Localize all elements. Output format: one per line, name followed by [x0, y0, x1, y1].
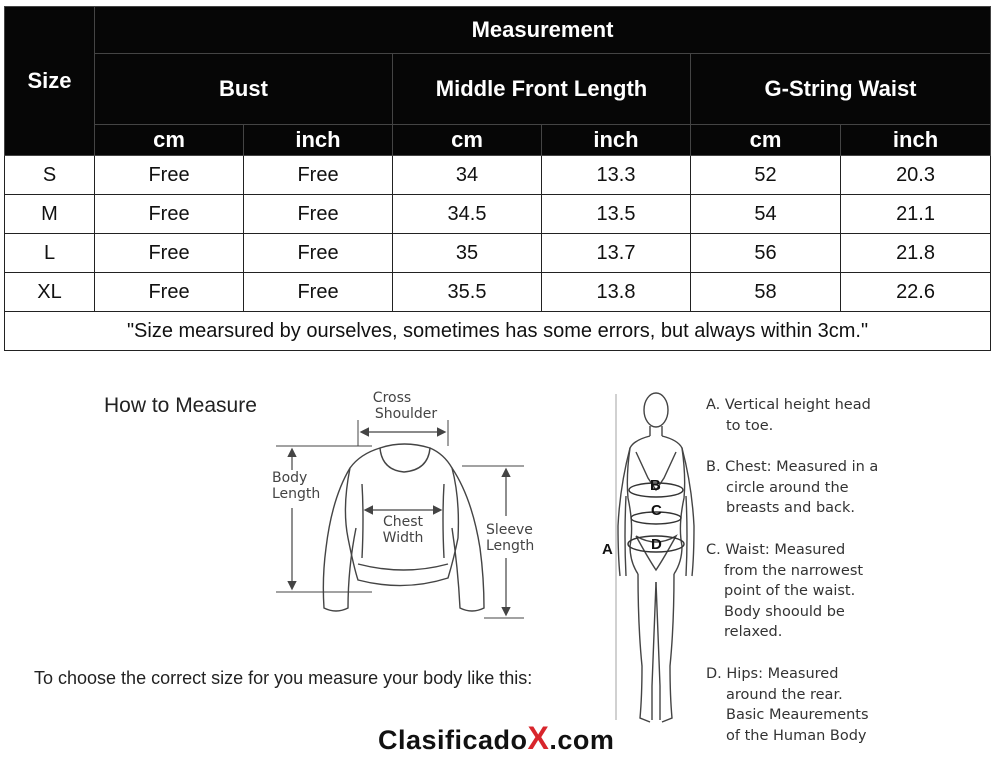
description-line: breasts and back. [726, 500, 856, 516]
chest-width-label: Width [382, 530, 424, 546]
letter-d: D [651, 536, 662, 553]
table-cell: 13.5 [542, 195, 691, 234]
body-length-label: Length [272, 486, 321, 502]
table-cell: 54 [691, 195, 841, 234]
size-cell: M [5, 195, 95, 234]
sweater-diagram [262, 388, 562, 628]
chest-width-label: Chest [382, 514, 424, 530]
table-cell: Free [244, 273, 393, 312]
middle-front-length-header: Middle Front Length [393, 54, 691, 125]
description-line: circle around the [726, 479, 849, 496]
unit-header: inch [841, 125, 991, 156]
table-row [5, 195, 991, 234]
description-line: B. Chest: Measured in a [706, 459, 879, 475]
table-cell: 56 [691, 234, 841, 273]
size-chart-table [4, 6, 991, 351]
unit-header: cm [95, 125, 244, 156]
how-to-measure-title: How to Measure [104, 394, 257, 417]
measurement-header: Measurement [95, 7, 991, 54]
table-cell: 21.8 [841, 234, 991, 273]
letter-a: A [602, 541, 613, 558]
cross-shoulder-label: Shoulder [374, 406, 438, 422]
table-cell: Free [244, 156, 393, 195]
table-cell: Free [95, 273, 244, 312]
description-line: A. Vertical height head [706, 397, 871, 413]
size-cell: XL [5, 273, 95, 312]
table-cell: 58 [691, 273, 841, 312]
description-line: relaxed. [724, 624, 783, 640]
table-cell: Free [95, 156, 244, 195]
description-line: D. Hips: Measured [706, 666, 839, 682]
description-line: C. Waist: Measured [706, 542, 846, 558]
table-cell: Free [95, 234, 244, 273]
sleeve-length-label: Sleeve [486, 522, 533, 538]
table-cell: 35.5 [393, 273, 542, 312]
choose-size-instruction: To choose the correct size for you measure your body like this: [34, 668, 533, 688]
watermark-text: Clasificado [378, 725, 528, 755]
description-line: Basic Meaurements [726, 707, 869, 723]
letter-c: C [651, 502, 662, 519]
table-cell: 52 [691, 156, 841, 195]
unit-header: cm [691, 125, 841, 156]
description-b [706, 457, 878, 519]
description-line: around the rear. [726, 686, 843, 703]
size-cell: L [5, 234, 95, 273]
description-line: from the narrowest [724, 562, 864, 579]
table-cell: 34 [393, 156, 542, 195]
size-note: "Size mearsured by ourselves, sometimes has some errors, but always within 3cm." [5, 312, 991, 351]
table-cell: Free [95, 195, 244, 234]
unit-header: inch [244, 125, 393, 156]
unit-header: inch [542, 125, 691, 156]
size-header: Size [5, 7, 95, 156]
bust-header: Bust [95, 54, 393, 125]
unit-header: cm [393, 125, 542, 156]
table-cell: 13.7 [542, 234, 691, 273]
description-line: point of the waist. [724, 583, 856, 599]
table-cell: Free [244, 234, 393, 273]
watermark-text: .com [549, 725, 615, 755]
description-c [706, 540, 863, 643]
description-line: to toe. [726, 417, 774, 434]
table-cell: 22.6 [841, 273, 991, 312]
table-cell: Free [244, 195, 393, 234]
table-row [5, 156, 991, 195]
description-d [706, 664, 869, 746]
description-line: Body shoould be [724, 603, 845, 620]
cross-shoulder-label: Cross [372, 390, 412, 406]
size-chart-table-wrap [4, 6, 990, 351]
table-cell: 34.5 [393, 195, 542, 234]
table-cell: 35 [393, 234, 542, 273]
body-outline [618, 393, 694, 722]
g-string-waist-header: G-String Waist [691, 54, 991, 125]
sleeve-length-label: Length [486, 538, 535, 554]
description-line: of the Human Body [726, 727, 867, 744]
table-cell: 21.1 [841, 195, 991, 234]
table-row [5, 273, 991, 312]
table-cell: 13.8 [542, 273, 691, 312]
body-figure-diagram [596, 386, 706, 736]
size-cell: S [5, 156, 95, 195]
table-cell: 20.3 [841, 156, 991, 195]
description-a [706, 395, 871, 436]
body-length-label: Body [272, 470, 308, 486]
table-row [5, 234, 991, 273]
table-cell: 13.3 [542, 156, 691, 195]
watermark-x: X [527, 720, 550, 756]
watermark [378, 720, 614, 757]
letter-b: B [650, 477, 661, 494]
